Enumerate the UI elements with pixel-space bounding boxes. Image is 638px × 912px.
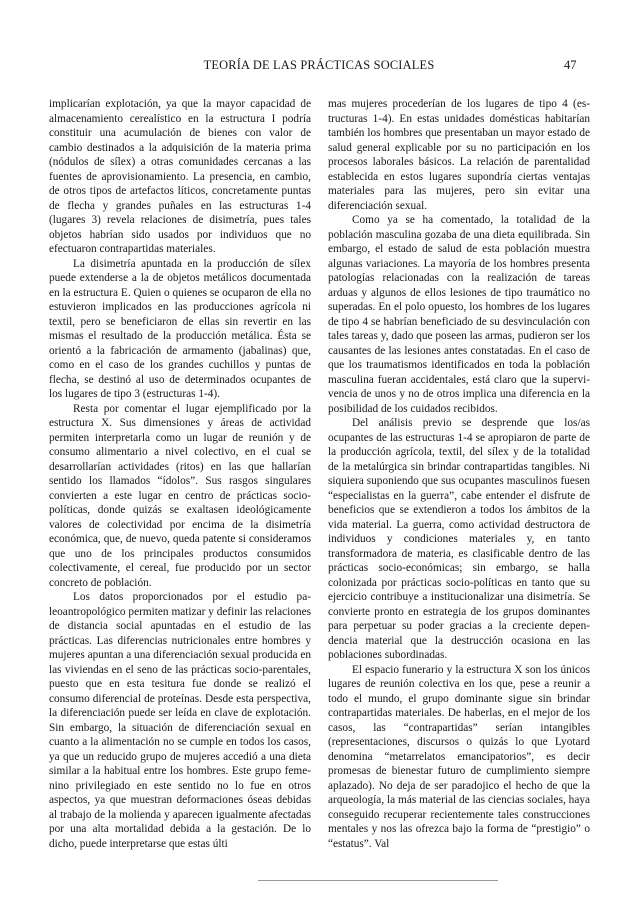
paragraph: Los datos proporcionados por el estudio paleoantropológico permiten matizar y definir las relaciones de distancia social apuntadas en el estudio de las prácticas. Las diferencias nutricionales entre hombres y mujeres apuntan a una diferenciación sexual producida en las viviendas en el seno de las prácticas socio-parentales, puesto que en esta tesitura fue donde se realizó el consumo diferencial de proteínas. Desde esta perspectiva, la diferenciación puede ser leída en clave de explotación. Sin embargo, la situación de diferenciación sexual en cuanto a la alimentación no se cumple en todos los casos, ya que un reducido grupo de mujeres accedió a una dieta similar a la habitual entre los hombres. Este grupo femenino privilegiado en este sentido no lo fue en otros aspectos, ya que muestran deformaciones óseas debidas al trabajo de la molienda y aparecen igualmente afectadas por una alta mortalidad debida a la gestación. De lo dicho, puede interpretarse que estas últi [49, 591, 311, 850]
page-number: 47 [564, 58, 577, 72]
left-column [49, 97, 311, 851]
paragraph: La disimetría apuntada en la producción de sílex puede extenderse a la de objetos metálicos documentada en la estructura E. Quien o quienes se ocuparon de ella no estuvieron implicados en las producciones agrícola ni textil, pero se beneficiaron de ellas sin revertir en las mismas el resultado de la producción metálica. Ésta se orientó a la fabricación de armamento (jabalinas) que, como en el caso de los grandes cuchillos y puntas de flecha, se destinó al uso de determinados ocupantes de los lugares de tipo 3 (estructuras 1-4). [49, 257, 311, 400]
paragraph: El espacio funerario y la estructura X son los únicos lugares de reunión colectiva en los que, pese a reunir a todo el mundo, el grupo dominante sigue sin brindar contrapartidas materiales. De haberlas, en el mejor de los casos, las “contrapartidas” serían intangibles (representaciones, discursos o quizás lo que Lyotard denomina “metarrelatos emancipatorios”, es decir promesas de bienestar futuro de cumplimiento siempre aplazado). No deja de ser paradojico el hecho de que la arqueología, la más material de las ciencias sociales, haya conseguido recuperar recientemente tales construcciones mentales y nos las ofrezca bajo la forma de “prestigio” o “estatus”. Val [328, 663, 590, 850]
footer-rule [258, 880, 498, 881]
paragraph: Del análisis previo se desprende que los/as ocupantes de las estructuras 1-4 se apropiaron de parte de la producción agrícola, textil, del sílex y de la totalidad de la metalúrgica sin brindar contrapartidas tangibles. Ni siquiera suponiendo que sus ocupantes masculinos fuesen “especialistas en la guerra”, cabe entender el disfrute de beneficios que se extendieron a todos los ámbitos de la vida material. La guerra, como actividad destructora de individuos y condiciones materiales y, en tanto transformadora de materia, es clasificable dentro de las prácticas socio-económicas; sin embargo, se halla colonizada por prácticas socio-políticas en tanto que su ejercicio contribuye a institucionalizar una disimetría. Se convierte pronto en estrategia de los grupos dominantes para perpetuar su poder gracias a la creciente dependencia material que la destrucción ocasiona en las poblaciones subordinadas. [328, 417, 590, 661]
paragraph: mas mujeres procederían de los lugares de tipo 4 (estructuras 1-4). En estas unidades domésticas habitarían también los hombres que presentaban un mayor estado de salud general explicable por su no participación en los procesos laborales básicos. La relación de parentalidad establecida en estos lugares supondría ciertas ventajas materiales para las mujeres, pero sin evitar una diferenciación sexual. [328, 98, 590, 212]
paragraph: implicarían explotación, ya que la mayor capacidad de almacenamiento cerealístico en la estructura I podría constituir una acumulación de bienes con valor de cambio destinados a la adquisición de la materia prima (nódulos de sílex) a otras comunidades cercanas a las fuentes de aprovisionamiento. La presencia, en cambio, de otros tipos de artefactos líticos, concretamente puntas de flecha y grandes puñales en las estructuras 1-4 (lugares 3) revela relaciones de disimetría, pues tales objetos habrían sido usados por individuos que no efectuaron contrapartidas materiales. [49, 98, 311, 255]
right-column [328, 97, 590, 851]
paragraph: Resta por comentar el lugar ejemplificado por la estructura X. Sus dimensiones y áreas de actividad permiten interpretarla como un lugar de reunión y de consumo alimentario a nivel colectivo, en el cual se desarrollarían actividades (ritos) en las que hallarían sentido los llamados “ídolos”. Sus rasgos singulares convierten a este lugar en centro de prácticas socio-políticas, donde quizás se exaltasen ideológicamente valores de colectividad por encima de la disimetría económica, que, de nuevo, queda patente si consideramos que uno de los principales productos consumidos colectivamente, el cereal, fue producido por un sector concreto de población. [49, 402, 311, 589]
running-title: TEORÍA DE LAS PRÁCTICAS SOCIALES [203, 58, 435, 72]
paragraph: Como ya se ha comentado, la totalidad de la población masculina gozaba de una dieta equilibrada. Sin embargo, el estado de salud de esta población muestra algunas variaciones. La mayoría de los hombres presenta patologías relacionadas con la realización de tareas arduas y algunos de ellos lesiones de tipo traumático no superadas. En el polo opuesto, los hombres de los lugares de tipo 4 se habrían beneficiado de su desvinculación con tales tareas y, dado que poseen las armas, pudieron ser los causantes de las lesiones antes constatadas. En el caso de que los traumatismos identificados en toda la población masculina fueran accidentales, está claro que la supervivencia de unos y no de otros implica una diferencia en la posibilidad de los cuidados recibidos. [328, 214, 590, 415]
